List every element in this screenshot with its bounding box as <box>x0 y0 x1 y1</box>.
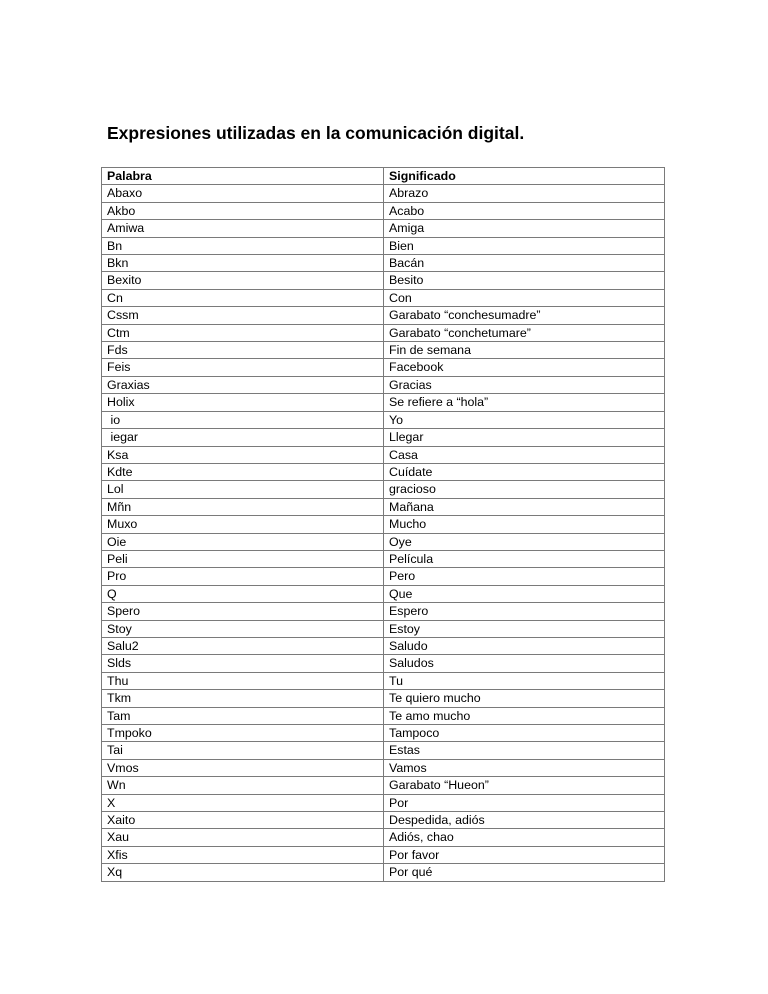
word-cell: Xaito <box>102 812 384 829</box>
word-cell: Q <box>102 585 384 602</box>
column-header-significado: Significado <box>384 168 665 185</box>
word-cell: Ctm <box>102 324 384 341</box>
table-row <box>102 637 665 654</box>
table-row <box>102 603 665 620</box>
word-cell: Tai <box>102 742 384 759</box>
table-row <box>102 794 665 811</box>
meaning-cell: Saludo <box>384 637 665 654</box>
meaning-cell: Despedida, adiós <box>384 812 665 829</box>
table-row <box>102 307 665 324</box>
word-cell: Oie <box>102 533 384 550</box>
meaning-cell: Garabato “conchesumadre” <box>384 307 665 324</box>
table-row <box>102 289 665 306</box>
meaning-cell: Tampoco <box>384 725 665 742</box>
table-row <box>102 463 665 480</box>
table-row <box>102 516 665 533</box>
word-cell: Spero <box>102 603 384 620</box>
meaning-cell: Oye <box>384 533 665 550</box>
word-cell: Stoy <box>102 620 384 637</box>
table-row <box>102 829 665 846</box>
meaning-cell: Espero <box>384 603 665 620</box>
word-cell: Xau <box>102 829 384 846</box>
table-row <box>102 846 665 863</box>
word-cell: Graxias <box>102 376 384 393</box>
table-row <box>102 324 665 341</box>
word-cell: Vmos <box>102 759 384 776</box>
word-cell: Kdte <box>102 463 384 480</box>
column-header-palabra: Palabra <box>102 168 384 185</box>
document-title: Expresiones utilizadas en la comunicación digital. <box>107 123 525 143</box>
table-row <box>102 864 665 881</box>
word-cell: X <box>102 794 384 811</box>
meaning-cell: Facebook <box>384 359 665 376</box>
meaning-cell: Yo <box>384 411 665 428</box>
word-cell: Mñn <box>102 498 384 515</box>
meaning-cell: Adiós, chao <box>384 829 665 846</box>
meaning-cell: Bien <box>384 237 665 254</box>
meaning-cell: Se refiere a “hola” <box>384 394 665 411</box>
meaning-cell: Te amo mucho <box>384 707 665 724</box>
table-row <box>102 394 665 411</box>
meaning-cell: Mañana <box>384 498 665 515</box>
word-cell: Muxo <box>102 516 384 533</box>
table-row <box>102 759 665 776</box>
word-cell: iegar <box>102 429 384 446</box>
meaning-cell: Amiga <box>384 220 665 237</box>
meaning-cell: Fin de semana <box>384 342 665 359</box>
word-cell: Lol <box>102 481 384 498</box>
meaning-cell: Casa <box>384 446 665 463</box>
word-cell: Tam <box>102 707 384 724</box>
word-cell: Pro <box>102 568 384 585</box>
meaning-cell: Te quiero mucho <box>384 690 665 707</box>
meaning-cell: Que <box>384 585 665 602</box>
meaning-cell: Mucho <box>384 516 665 533</box>
word-cell: Salu2 <box>102 637 384 654</box>
meaning-cell: Abrazo <box>384 185 665 202</box>
word-cell: Fds <box>102 342 384 359</box>
table-row <box>102 812 665 829</box>
table-row <box>102 202 665 219</box>
word-cell: Bkn <box>102 255 384 272</box>
table-row <box>102 725 665 742</box>
table-row <box>102 220 665 237</box>
table-row <box>102 742 665 759</box>
word-cell: Amiwa <box>102 220 384 237</box>
word-cell: Ksa <box>102 446 384 463</box>
word-cell: Xfis <box>102 846 384 863</box>
meaning-cell: Pero <box>384 568 665 585</box>
meaning-cell: Garabato “Hueon” <box>384 777 665 794</box>
meaning-cell: Por <box>384 794 665 811</box>
table-row <box>102 777 665 794</box>
word-cell: Abaxo <box>102 185 384 202</box>
word-cell: Tkm <box>102 690 384 707</box>
table-row <box>102 359 665 376</box>
meaning-cell: Llegar <box>384 429 665 446</box>
table-row <box>102 707 665 724</box>
word-cell: Thu <box>102 672 384 689</box>
table-row <box>102 429 665 446</box>
table-row <box>102 550 665 567</box>
table-row <box>102 255 665 272</box>
meaning-cell: Estoy <box>384 620 665 637</box>
table-row <box>102 376 665 393</box>
table-row <box>102 533 665 550</box>
word-cell: Akbo <box>102 202 384 219</box>
word-cell: Tmpoko <box>102 725 384 742</box>
meaning-cell: Vamos <box>384 759 665 776</box>
table-row <box>102 481 665 498</box>
table-row <box>102 411 665 428</box>
table-row <box>102 342 665 359</box>
word-cell: Xq <box>102 864 384 881</box>
table-row <box>102 446 665 463</box>
word-cell: Bexito <box>102 272 384 289</box>
meaning-cell: Acabo <box>384 202 665 219</box>
meaning-cell: Por favor <box>384 846 665 863</box>
table-row <box>102 272 665 289</box>
meaning-cell: Película <box>384 550 665 567</box>
word-cell: Feis <box>102 359 384 376</box>
table-row <box>102 620 665 637</box>
meaning-cell: Tu <box>384 672 665 689</box>
table-row <box>102 672 665 689</box>
word-cell: Cn <box>102 289 384 306</box>
meaning-cell: Besito <box>384 272 665 289</box>
meaning-cell: Por qué <box>384 864 665 881</box>
table-row <box>102 690 665 707</box>
glossary-body <box>102 185 665 881</box>
word-cell: io <box>102 411 384 428</box>
table-row <box>102 655 665 672</box>
meaning-cell: gracioso <box>384 481 665 498</box>
table-row <box>102 185 665 202</box>
meaning-cell: Cuídate <box>384 463 665 480</box>
meaning-cell: Garabato “conchetumare” <box>384 324 665 341</box>
table-row <box>102 585 665 602</box>
meaning-cell: Gracias <box>384 376 665 393</box>
table-row <box>102 568 665 585</box>
glossary-table <box>101 167 665 882</box>
meaning-cell: Bacán <box>384 255 665 272</box>
word-cell: Holix <box>102 394 384 411</box>
meaning-cell: Estas <box>384 742 665 759</box>
table-row <box>102 237 665 254</box>
word-cell: Bn <box>102 237 384 254</box>
meaning-cell: Con <box>384 289 665 306</box>
table-row <box>102 498 665 515</box>
table-header-row <box>102 168 665 185</box>
word-cell: Slds <box>102 655 384 672</box>
word-cell: Wn <box>102 777 384 794</box>
meaning-cell: Saludos <box>384 655 665 672</box>
word-cell: Cssm <box>102 307 384 324</box>
word-cell: Peli <box>102 550 384 567</box>
